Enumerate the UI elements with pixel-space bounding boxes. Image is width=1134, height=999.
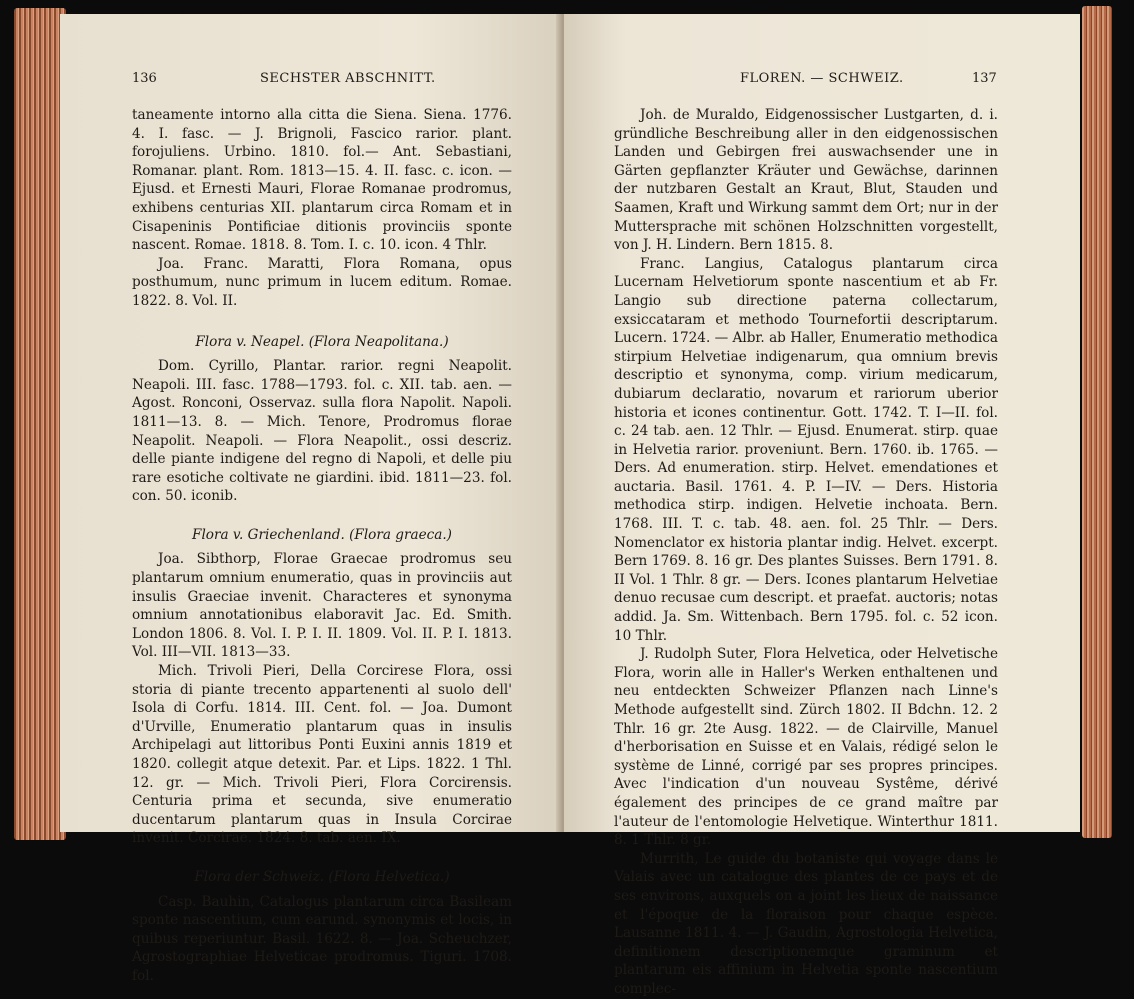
paragraph: Joa. Sibthorp, Florae Graecae prodromus seu plantarum omnium enumeratio, quas in provinciis aut insulis Graeciae invenit. Characteres et synonyma omnium annotationibus elaboravit Jac. Ed. Smith. London 1806. 8. Vol. I. P. I. II. 1809. Vol. II. P. I. 1813. Vol. III—VII. 1813—33. xyxy=(132,551,512,661)
paragraph: taneamente intorno alla citta die Siena. Siena. 1776. 4. I. fasc. — J. Brignoli, Fascico rarior. plant. forojuliens. Urbino. 1810. fol.— Ant. Sebastiani, Romanar. plant. Rom. 1813—15. 4. II. fasc. c. icon. — Ejusd. et Ernesti Mauri, Florae Romanae prodromus, exhibens centurias XII. plantarum circa Romam et in Cisapeninis Pontificiae ditionis provinciis sponte nascent. Romae. 1818. 8. Tom. I. c. 10. icon. 4 Thlr. xyxy=(132,107,512,254)
paragraph: J. Rudolph Suter, Flora Helvetica, oder Helvetische Flora, worin alle in Haller's Werken enthaltenen und neu entdeckten Schweizer Pflanzen nach Linne's Methode aufgestellt sind. Zürch 1802. II Bdchn. 12. 2 Thlr. 16 gr. 2te Ausg. 1822. — de Clairville, Manuel d'herborisation en Suisse et en Valais, rédigé selon le système de Linné, corrigé par ses propres principes. Avec l'indication d'un nouveau Systême, dérivé également des principes de ce grand maître par l'auteur de l'entomologie Helvetique. Winterthur 1811. 8. 1 Thlr. 8 gr. xyxy=(614,646,998,849)
section-heading: Flora v. Griechenland. (Flora graeca.) xyxy=(192,526,452,543)
paragraph: Mich. Trivoli Pieri, Della Corcirese Flora, ossi storia di piante trecento appartenenti al suolo dell' Isola di Corfu. 1814. III. Cent. fol. — Joa. Dumont d'Urville, Enumeratio plantarum quas in insulis Archipelagi aut littoribus Ponti Euxini annis 1819 et 1820. collegit atque detexit. Par. et Lips. 1822. 1 Thl. 12. gr. — Mich. Trivoli Pieri, Flora Corcirensis. Centuria prima et secunda, sive enumeratio ducentarum plantarum quas in Insula Corcirae invenit. Corcirae. 1824. 8. tab. aen. IX. xyxy=(132,663,512,847)
section-heading: Flora v. Neapel. (Flora Neapolitana.) xyxy=(195,333,449,350)
paragraph: Dom. Cyrillo, Plantar. rarior. regni Neapolit. Neapoli. III. fasc. 1788—1793. fol. c. XII. tab. aen. — Agost. Ronconi, Osservaz. sulla flora Napolit. Napoli. 1811—13. 8. — Mich. Tenore, Prodromus florae Neapolit. Neapoli. — Flora Neapolit., ossi descriz. delle piante indigene del regno di Napoli, et delle piu rare esotiche coltivate ne giardini. ibid. 1811—23. fol. con. 50. iconib. xyxy=(132,358,512,505)
right-page xyxy=(564,14,1080,997)
running-head: SECHSTER ABSCHNITT. xyxy=(260,71,436,86)
running-head: FLOREN. — SCHWEIZ. xyxy=(740,71,904,86)
page-number: 136 xyxy=(132,71,157,86)
paragraph: Murrith, Le guide du botaniste qui voyage dans le Valais avec un catalogue des plantes de ce pays et de ses environs, auxquels on a joint les lieux de naissance et l'époque de la floraison pour chaque espèce. Lausanne 1811. 4. — J. Gaudin, Agrostologia Helvetica, definitionem descriptionemque graminum et plantarum eis affinium in Helvetia sponte nascentium complec- xyxy=(614,850,998,997)
paragraph: Franc. Langius, Catalogus plantarum circa Lucernam Helvetiorum sponte nascentium et ab Fr. Langio sub directione paterna collectarum, exsiccataram et methodo Tournefortii descriptarum. Lucern. 1724. — Albr. ab Haller, Enumeratio methodica stirpium Helvetiae indigenarum, qua omnium brevis descriptio et synonyma, comp. virium medicarum, dubiarum declaratio, novarum et rariorum uberior historia et icones continentur. Gott. 1742. T. I—II. fol. c. 24 tab. aen. 12 Thlr. — Ejusd. Enumerat. stirp. quae in Helvetia rarior. proveniunt. Bern. 1760. ib. 1765. — Ders. Ad enumeration. stirp. Helvet. emendationes et auctaria. Basil. 1761. 4. P. I—IV. — Ders. Historia methodica stirp. indigen. Helvetie inchoata. Bern. 1768. III. T. c. tab. 48. aen. fol. 25 Thlr. — Ders. Nomenclator ex historia plantar indig. Helvet. excerpt. Bern 1769. 8. 16 gr. Des plantes Suisses. Bern 1791. 8. II Vol. 1 Thlr. 8 gr. — Ders. Icones plantarum Helvetiae denuo recusae cum descript. et praefat. auctoris; notas addid. Ja. Sm. Wittenbach. Bern 1795. fol. c. 52 icon. 10 Thlr. xyxy=(614,255,998,644)
paragraph: Joh. de Muraldo, Eidgenossischer Lustgarten, d. i. gründliche Beschreibung aller in den eidgenossischen Landen und Gebirgen frei auswachsender une in Gärten gepflanzter Kräuter und Gewächse, darinnen der nutzbaren Gestalt an Kraut, Blut, Stauden und Saamen, Kraft und Wirkung sammt dem Ort; nur in der Muttersprache mit schönen Holzschnitten vorgestellt, von J. H. Lindern. Bern 1815. 8. xyxy=(614,107,998,254)
page-text xyxy=(614,106,998,999)
paragraph: Joa. Franc. Maratti, Flora Romana, opus posthumum, nunc primum in lucem editum. Romae. 1822. 8. Vol. II. xyxy=(132,255,512,309)
left-page xyxy=(60,14,562,984)
left-page-edges xyxy=(14,8,66,840)
page-number: 137 xyxy=(972,71,997,86)
section-heading: Flora der Schweiz. (Flora Helvetica.) xyxy=(194,868,450,885)
right-page-edges xyxy=(1082,6,1112,838)
paragraph: Casp. Bauhin, Catalogus plantarum circa Basileam sponte nascentium, cum earund. synonymis et locis, in quibus reperiuntur. Basil. 1622. 8. — Joa. Scheuchzer, Agrostographiae Helveticae prodromus. Tiguri. 1708. fol. xyxy=(132,893,512,984)
page-text xyxy=(132,106,512,986)
